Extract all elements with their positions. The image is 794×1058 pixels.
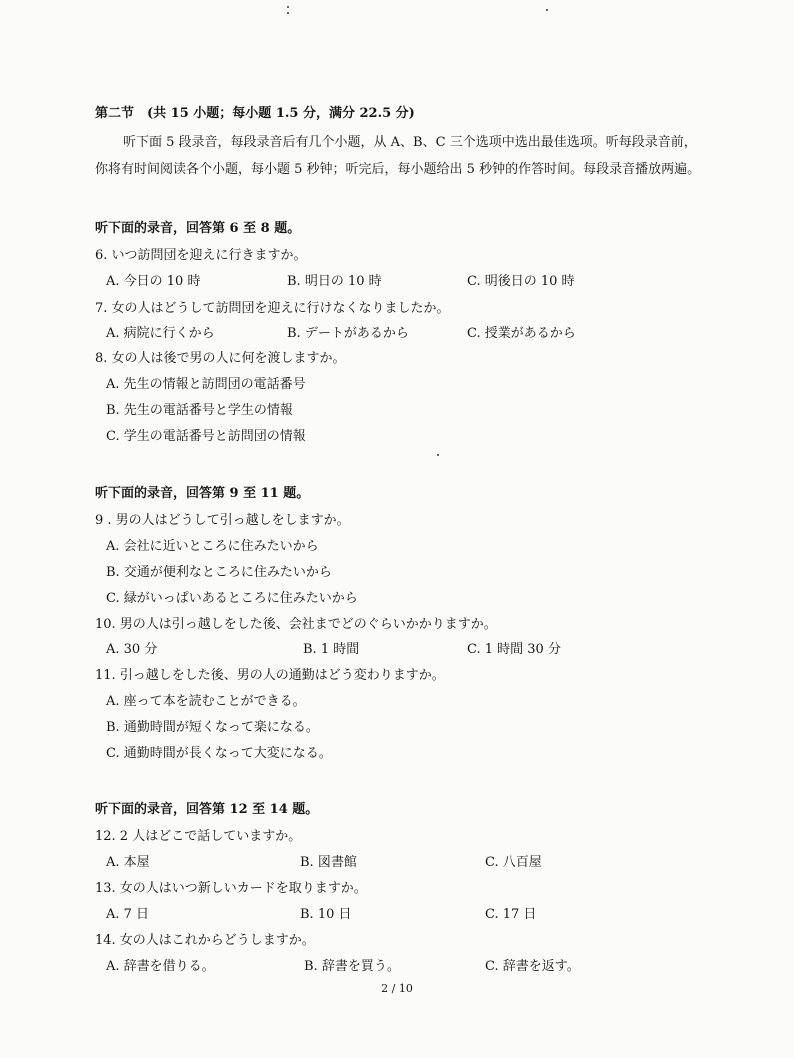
option-b: B. 10 日 (300, 907, 352, 922)
option-a: A. 30 分 (106, 642, 158, 657)
instruction-line-2: 你将有时间阅读各个小题，每小题 5 秒钟；听完后，每小题给出 5 秒钟的作答时间。每段录音播放两遍。 (95, 162, 701, 177)
option-c: C. 八百屋 (485, 855, 542, 870)
scan-speck (437, 454, 439, 456)
question-12: 12. 2 人はどこで話していますか。 (95, 829, 302, 844)
option-c: C. 1 時間 30 分 (467, 642, 561, 657)
option-b: B. 通勤時間が短くなって楽になる。 (106, 720, 319, 735)
question-10: 10. 男の人は引っ越しをした後、会社までどのぐらいかかりますか。 (95, 617, 497, 632)
option-c: C. 辞書を返す。 (485, 959, 580, 974)
group-heading: 听下面的录音，回答第 6 至 8 题。 (95, 221, 301, 236)
section-header: 第二节 (共 15 小题；每小题 1.5 分，满分 22.5 分) (95, 106, 415, 121)
question-13: 13. 女の人はいつ新しいカードを取りますか。 (95, 881, 367, 896)
option-c: C. 授業があるから (467, 326, 576, 341)
group-heading: 听下面的录音，回答第 12 至 14 题。 (95, 802, 319, 817)
question-7: 7. 女の人はどうして訪問団を迎えに行けなくなりましたか。 (95, 301, 450, 316)
option-a: A. 7 日 (106, 907, 150, 922)
option-a: A. 辞書を借りる。 (106, 959, 215, 974)
option-b: B. 1 時間 (303, 642, 360, 657)
option-c: C. 学生の電話番号と訪問団の情報 (106, 429, 306, 444)
question-6: 6. いつ訪問団を迎えに行きますか。 (95, 248, 307, 263)
question-9: 9 . 男の人はどうして引っ越しをしますか。 (95, 513, 350, 528)
option-a: A. 本屋 (106, 855, 150, 870)
option-c: C. 緑がいっぱいあるところに住みたいから (106, 591, 358, 606)
question-14: 14. 女の人はこれからどうしますか。 (95, 933, 315, 948)
option-a: A. 今日の 10 時 (106, 274, 201, 289)
option-a: A. 座って本を読むことができる。 (106, 694, 306, 709)
scan-speck (287, 12, 289, 14)
question-8: 8. 女の人は後で男の人に何を渡しますか。 (95, 351, 346, 366)
page-number: 2 / 10 (381, 982, 413, 995)
option-c: C. 通勤時間が長くなって大変になる。 (106, 746, 332, 761)
option-b: B. 先生の電話番号と学生の情報 (106, 403, 293, 418)
option-b: B. 辞書を買う。 (304, 959, 400, 974)
option-a: A. 会社に近いところに住みたいから (106, 539, 319, 554)
scan-speck (546, 9, 548, 11)
option-b: B. 明日の 10 時 (287, 274, 382, 289)
option-b: B. 交通が便利なところに住みたいから (106, 565, 332, 580)
option-b: B. 図書館 (300, 855, 357, 870)
option-a: A. 先生の情報と訪問団の電話番号 (106, 377, 306, 392)
question-11: 11. 引っ越しをした後、男の人の通勤はどう変わりますか。 (95, 668, 445, 683)
group-heading: 听下面的录音，回答第 9 至 11 题。 (95, 486, 310, 501)
scan-speck (287, 6, 289, 8)
option-b: B. デートがあるから (287, 326, 409, 341)
option-c: C. 17 日 (485, 907, 537, 922)
option-a: A. 病院に行くから (106, 326, 215, 341)
instruction-line-1: 听下面 5 段录音，每段录音后有几个小题，从 A、B、C 三个选项中选出最佳选项。听每段录音前， (123, 135, 697, 150)
option-c: C. 明後日の 10 時 (467, 274, 575, 289)
